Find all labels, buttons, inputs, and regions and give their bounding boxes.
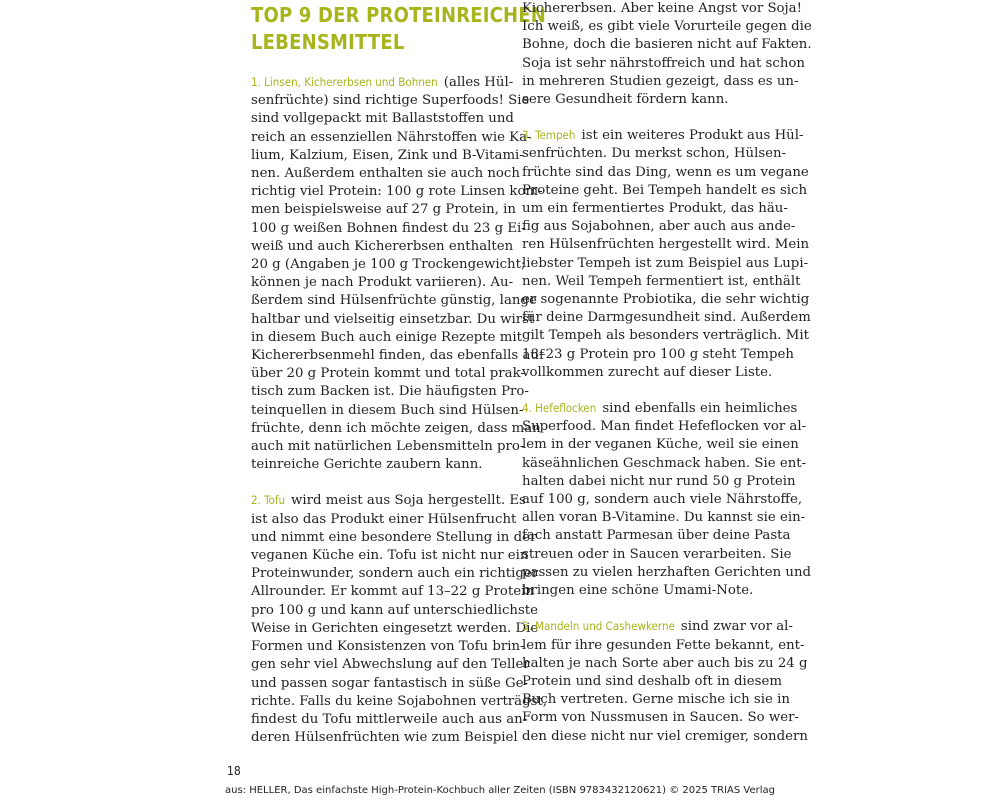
line-text: er sogenannte Probiotika, die sehr wichtig [522,292,810,308]
line-text: gilt Tempeh als besonders verträglich. Mit [522,328,809,344]
text-line [522,418,807,436]
left-text-column [251,73,547,747]
line-text: für deine Darmgesundheit sind. Außerdem [522,310,811,326]
text-line [522,346,794,364]
line-text: lem für ihre gesunden Fette bekannt, ent- [522,637,805,653]
line-text: findest du Tofu mittlerweile auch aus an- [251,711,528,727]
text-line [522,564,812,582]
line-text: nen. Weil Tempeh fermentiert ist, enthält [522,273,801,289]
text-line [251,274,514,292]
text-line [522,291,810,309]
text-line [522,200,788,218]
text-line [522,455,807,473]
line-text: Kichererbsenmehl finden, das ebenfalls auf [251,348,544,364]
text-line [522,637,805,655]
paragraph [522,617,808,745]
text-line [251,73,514,92]
text-line [251,456,506,474]
line-text: deren Hülsenfrüchten wie zum Beispiel [251,730,518,746]
text-line [251,438,525,456]
text-line [251,729,518,747]
line-text: reich an essenziellen Nährstoffen wie Ka- [251,129,532,145]
text-line [522,691,790,709]
line-text: früchte, denn ich möchte zeigen, dass man [251,420,541,436]
line-text: ist also das Produkt einer Hülsenfrucht [251,511,517,527]
text-line [251,201,516,219]
text-line [522,509,806,527]
paragraph-gap [251,474,506,491]
line-text: Weise in Gerichten eingesetzt werden. Die [251,620,539,636]
text-line [251,92,530,110]
line-text: halten dabei nicht nur rund 50 g Protein [522,473,796,489]
line-text: Buch vertreten. Gerne mische ich sie in [522,692,790,708]
line-text: in diesem Buch auch einige Rezepte mit [251,329,522,345]
text-line [522,655,808,673]
line-text: pro 100 g und kann auf unterschiedlichste [251,602,539,618]
page-number: 18 [227,764,241,778]
text-line [522,145,787,163]
text-line [522,255,809,273]
text-line [522,673,782,691]
text-line [522,473,796,491]
text-line [522,36,812,54]
text-line [522,399,798,418]
line-text: Form von Nussmusen in Saucen. So wer- [522,710,799,726]
paragraph [522,0,812,109]
text-line [251,220,526,238]
text-line [251,347,544,365]
line-text: bringen eine schöne Umami-Note. [522,583,754,599]
line-text: lem in der veganen Küche, weil sie einen [522,437,799,453]
right-text-column [522,0,812,746]
text-line [251,238,514,256]
text-line [251,675,529,693]
line-text: Superfood. Man findet Hefeflocken vor al- [522,419,807,435]
line-text: vollkommen zurecht auf dieser Liste. [522,364,773,380]
text-line [522,273,801,291]
text-line [522,546,792,564]
line-text: sind vollgepackt mit Ballaststoffen und [251,111,514,127]
line-text: 20 g (Angaben je 100 g Trockengewicht; [251,257,526,273]
line-text: weiß und auch Kichererbsen enthalten [251,238,514,254]
item-label: 1. Linsen, Kichererbsen und Bohnen [251,75,438,89]
page-title-line-2: LEBENSMITTEL [251,30,405,54]
text-line [251,329,522,347]
text-line [522,582,777,600]
line-text: passen zu vielen herzhaften Gerichten und [522,564,812,580]
line-text: wird meist aus Soja hergestellt. Es [291,493,526,509]
text-line [522,728,808,746]
line-text: haltbar und vielseitig einsetzbar. Du wirst [251,311,535,327]
item-label: 4. Hefeflocken [522,401,597,416]
line-text: und passen sogar fantastisch in süße Ge- [251,675,529,691]
text-line [522,327,809,345]
page-title-line-1: TOP 9 DER PROTEINREICHEN [251,3,547,27]
line-text: lium, Kalzium, Eisen, Zink und B-Vitami- [251,147,524,163]
line-text: sind zwar vor al- [680,619,793,635]
text-line [522,709,799,727]
text-line [522,182,808,200]
text-line [522,236,810,254]
text-line [251,256,526,274]
line-text: teinreiche Gerichte zaubern kann. [251,457,483,473]
text-line [522,91,777,109]
text-line [522,18,812,36]
paragraph-gap [522,382,777,399]
line-text: und nimmt eine besondere Stellung in der [251,529,537,545]
text-line [251,547,529,565]
line-text: Allrounder. Er kommt auf 13–22 g Protein [251,584,534,600]
line-text: über 20 g Protein kommt und total prak- [251,366,525,382]
line-text: Proteine geht. Bei Tempeh handelt es sich [522,182,808,198]
line-text: fach anstatt Parmesan über deine Pasta [522,528,791,544]
line-text: käseähnlichen Geschmack haben. Sie ent- [522,455,807,471]
line-text: senfrüchten. Du merkst schon, Hülsen- [522,146,787,162]
line-text: tisch zum Backen ist. Die häufigsten Pro- [251,384,529,400]
text-line [251,129,532,147]
text-line [251,511,517,529]
line-text: früchte sind das Ding, wenn es um vegane [522,164,809,180]
text-line [522,617,793,636]
text-line [251,656,530,674]
item-label: 5. Mandeln und Cashewkerne [522,619,675,634]
line-text: 100 g weißen Bohnen findest du 23 g Ei- [251,220,526,236]
text-line [522,218,796,236]
text-line [251,638,525,656]
paragraph-gap [522,109,777,126]
text-line [251,292,537,310]
line-text: um ein fermentiertes Produkt, das häu- [522,201,788,217]
line-text: nen. Außerdem enthalten sie auch noch [251,166,520,182]
line-text: sere Gesundheit fördern kann. [522,92,729,108]
line-text: gen sehr viel Abwechslung auf den Teller [251,657,530,673]
text-line [522,364,777,382]
text-line [251,183,543,201]
line-text: richtig viel Protein: 100 g rote Linsen kom- [251,184,543,200]
line-text: (alles Hül- [443,75,514,90]
item-label: 2. Tofu [251,493,286,508]
line-text: richte. Falls du keine Sojabohnen verträgst, [251,693,547,709]
text-line [522,73,799,91]
paragraph [522,126,811,382]
text-line [251,565,539,583]
line-text: liebster Tempeh ist zum Beispiel aus Lupi- [522,255,809,271]
line-text: ist ein weiteres Produkt aus Hül- [581,128,804,144]
text-line [522,164,809,182]
text-line [522,0,802,18]
line-text: Soja ist sehr nährstoffreich und hat schon [522,55,805,71]
text-line [251,491,526,510]
line-text: 18–23 g Protein pro 100 g steht Tempeh [522,346,794,362]
paragraph [251,491,547,747]
line-text: men beispielsweise auf 27 g Protein, in [251,202,516,218]
line-text: Formen und Konsistenzen von Tofu brin- [251,639,525,655]
line-text: streuen oder in Saucen verarbeiten. Sie [522,546,792,562]
line-text: ren Hülsenfrüchten hergestellt wird. Mein [522,237,810,253]
page-title [251,2,547,56]
text-line [522,436,799,454]
text-line [251,165,520,183]
line-text: teinquellen in diesem Buch sind Hülsen- [251,402,524,418]
line-text: den diese nicht nur viel cremiger, sondern [522,728,808,744]
text-line [251,529,537,547]
line-text: veganen Küche ein. Tofu ist nicht nur ein [251,548,529,564]
text-line [522,55,805,73]
line-text: halten je nach Sorte aber auch bis zu 24 g [522,655,808,671]
text-line [251,311,535,329]
text-line [251,693,547,711]
line-text: Proteinwunder, sondern auch ein richtiger [251,566,539,582]
line-text: sind ebenfalls ein heimliches [602,401,798,417]
text-line [251,711,528,729]
text-line [251,383,529,401]
text-line [251,365,525,383]
text-line [251,110,514,128]
line-text: in mehreren Studien gezeigt, dass es un- [522,73,799,89]
line-text: Bohne, doch die basieren nicht auf Fakten. [522,37,812,53]
line-text: allen voran B-Vitamine. Du kannst sie ein- [522,510,806,526]
line-text: fig aus Sojabohnen, aber auch aus ande- [522,219,796,235]
paragraph [251,73,544,474]
footer-credit: aus: HELLER, Das einfachste High-Protein-Kochbuch aller Zeiten (ISBN 9783432120621) © 2025 TRIAS Verlag [225,785,775,796]
line-text: Ich weiß, es gibt viele Vorurteile gegen die [522,19,812,35]
paragraph-gap [522,600,777,617]
item-label: 3. Tempeh [522,128,576,143]
line-text: Protein und sind deshalb oft in diesem [522,673,782,689]
text-line [251,602,539,620]
line-text: senfrüchte) sind richtige Superfoods! Sie [251,93,530,109]
text-line [251,583,534,601]
line-text: Kichererbsen. Aber keine Angst vor Soja! [522,1,802,16]
text-line [251,402,524,420]
text-line [251,147,524,165]
line-text: auch mit natürlichen Lebensmitteln pro- [251,439,525,455]
text-line [251,420,541,438]
text-line [251,620,539,638]
paragraph [522,399,812,600]
text-line [522,527,791,545]
text-line [522,126,804,145]
text-line [522,309,811,327]
text-line [522,491,803,509]
line-text: ßerdem sind Hülsenfrüchte günstig, lange [251,293,537,309]
line-text: auf 100 g, sondern auch viele Nährstoffe, [522,492,803,508]
line-text: können je nach Produkt variieren). Au- [251,275,514,291]
